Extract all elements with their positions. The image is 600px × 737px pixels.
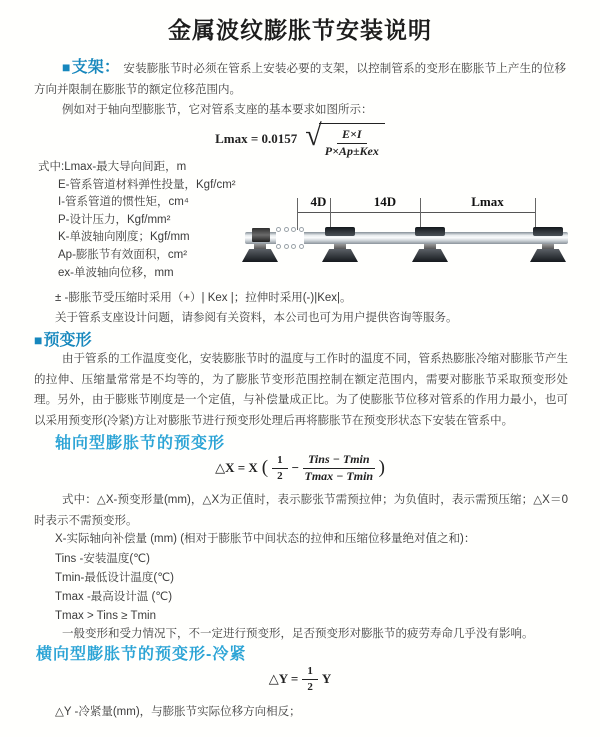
page-title: 金属波纹膨胀节安装说明 <box>168 17 432 43</box>
dimension-line <box>297 212 535 213</box>
formula2-half-den: 2 <box>277 469 283 482</box>
anchor-block <box>252 228 270 242</box>
definition-item: 式中:Lmax-最大导向间距，m <box>38 161 187 173</box>
dim-label-4d: 4D <box>310 194 327 209</box>
section-bullet-icon: ■ <box>62 59 71 75</box>
support-clamp <box>533 227 563 236</box>
formula1-prefix: Lmax = 0.0157 <box>215 131 298 147</box>
bellows-coils-top <box>276 227 304 232</box>
sqrt-radical <box>305 120 385 159</box>
definition-item: P-设计压力，Kgf/mm² <box>58 213 171 226</box>
formula1-denominator: P×Ap±Kex <box>324 143 379 158</box>
definition-item: I-管系管道的惯性矩，cm⁴ <box>58 196 189 209</box>
lateral-note: △Y -冷紧量(mm)，与膨胀节实际位移方向相反； <box>55 706 301 718</box>
definition-item: K-单波轴向刚度；Kgf/mm <box>58 231 190 244</box>
lateral-predeform-formula <box>0 665 600 693</box>
axial-note-general: 一般变形和受力情况下，不一定进行预变形，足否预变形对膨胀节的疲劳寿命几乎没有影响。 <box>62 628 534 640</box>
axial-predeform-formula <box>0 453 600 484</box>
dim-label-lmax: Lmax <box>471 194 504 209</box>
pm-sign-note: ± -膨胀节受压缩时采用（+）| Kex |；拉伸时采用(-)|Kex|。 <box>55 292 352 304</box>
formula1-numerator: E×I <box>337 128 367 144</box>
axial-note-tmax: Tmax -最高设计温 (℃) <box>55 591 173 603</box>
support-pedestal-base <box>412 249 448 262</box>
formula3-lhs: △Y = <box>268 671 299 687</box>
support-clamp <box>415 227 445 236</box>
formula2-denominator: Tmax − Tmin <box>304 468 374 483</box>
consult-note: 关于管系支座设计问题，请参阅有关资料，本公司也可为用户提供咨询等服务。 <box>55 312 458 324</box>
axial-note-inequality: Tmax > Tins ≥ Tmin <box>55 610 156 622</box>
formula3-rhs: Y <box>321 671 332 687</box>
axial-note-tmin: Tmin-最低设计温度(℃) <box>55 572 174 584</box>
formula-definitions-list <box>38 159 236 282</box>
definition-item: Ap-膨胀节有效面积，cm² <box>58 248 188 261</box>
predeform-heading-text: 预变形 <box>43 332 92 349</box>
open-paren: ( <box>261 457 269 479</box>
support-pedestal-base <box>530 249 566 262</box>
predeform-paragraph: 由于管系的工作温度变化，安装膨胀节时的温度与工作时的温度不同，管系热膨胀冷缩对膨胀节产生的拉伸、压缩量常常是不均等的，为了膨胀节变形范围控制在额定范围内，需要对膨胀节采取预变形处理。另外，由于膨账节刚度是一个定值，与补偿量成正比。为了使膨胀节位移对管系的作用力最小，也可以采用预变形(冷紧)方让对膨胀节进行预变形处理后再将膨胀节在预变形状态下安装在管系中。 <box>34 353 568 427</box>
support-clamp <box>325 227 355 236</box>
definition-item: ex-单波轴向位移，mm <box>58 266 174 279</box>
formula2-lhs: △X = X <box>215 460 258 476</box>
bellows-expansion-joint <box>276 230 304 246</box>
predeform-section-heading <box>34 327 91 350</box>
formula2-half-num: 1 <box>272 454 288 469</box>
support-intro-text: 安装膨胀节时必须在管系上安装必要的支架，以控制管系的变形在膨胀节上产生的位移方向并限制在膨胀节的额定位移范围内。 <box>34 63 566 96</box>
axial-note-main: 式中：△X-预变形量(mm)，△X为正值时，表示膨张节需预拉伸；为负值时，表示需预压缩；△X＝0时表示不需预变形。 <box>34 494 568 527</box>
anchor-pedestal-base <box>242 249 278 262</box>
guide-spacing-formula <box>0 120 600 159</box>
support-pedestal-base <box>322 249 358 262</box>
axial-subsection-heading: 轴向型膨胀节的预变形 <box>55 435 226 452</box>
section-bullet-icon: ■ <box>34 332 43 348</box>
lateral-subsection-heading: 横向型膨胀节的预变形-冷紧 <box>36 646 247 663</box>
minus-sign: − <box>291 460 300 476</box>
close-paren: ) <box>378 457 385 479</box>
support-intro-paragraph <box>34 57 566 101</box>
axial-note-x: X-实际轴向补偿量 (mm) (相对于膨胀节中间状态的拉伸和压缩位移量绝对值之和)： <box>55 533 476 545</box>
dim-label-14d: 14D <box>373 194 397 209</box>
support-section-heading: 支架： <box>71 59 121 76</box>
axial-note-tins: Tins -安装温度(℃) <box>55 553 150 565</box>
formula3-num: 1 <box>302 665 318 680</box>
definition-item: E-管系管道材料弹性投量，Kgf/cm² <box>58 178 236 191</box>
formula2-numerator: Tins − Tmin <box>303 453 375 469</box>
support-example-line: 例如对于轴向型膨胀节，它对管系支座的基本要求如图所示： <box>62 104 373 116</box>
formula3-den: 2 <box>307 680 313 693</box>
pipe-support-diagram <box>240 190 580 275</box>
sqrt-sign-icon: √ <box>305 119 322 152</box>
bellows-coils-bottom <box>276 244 304 249</box>
